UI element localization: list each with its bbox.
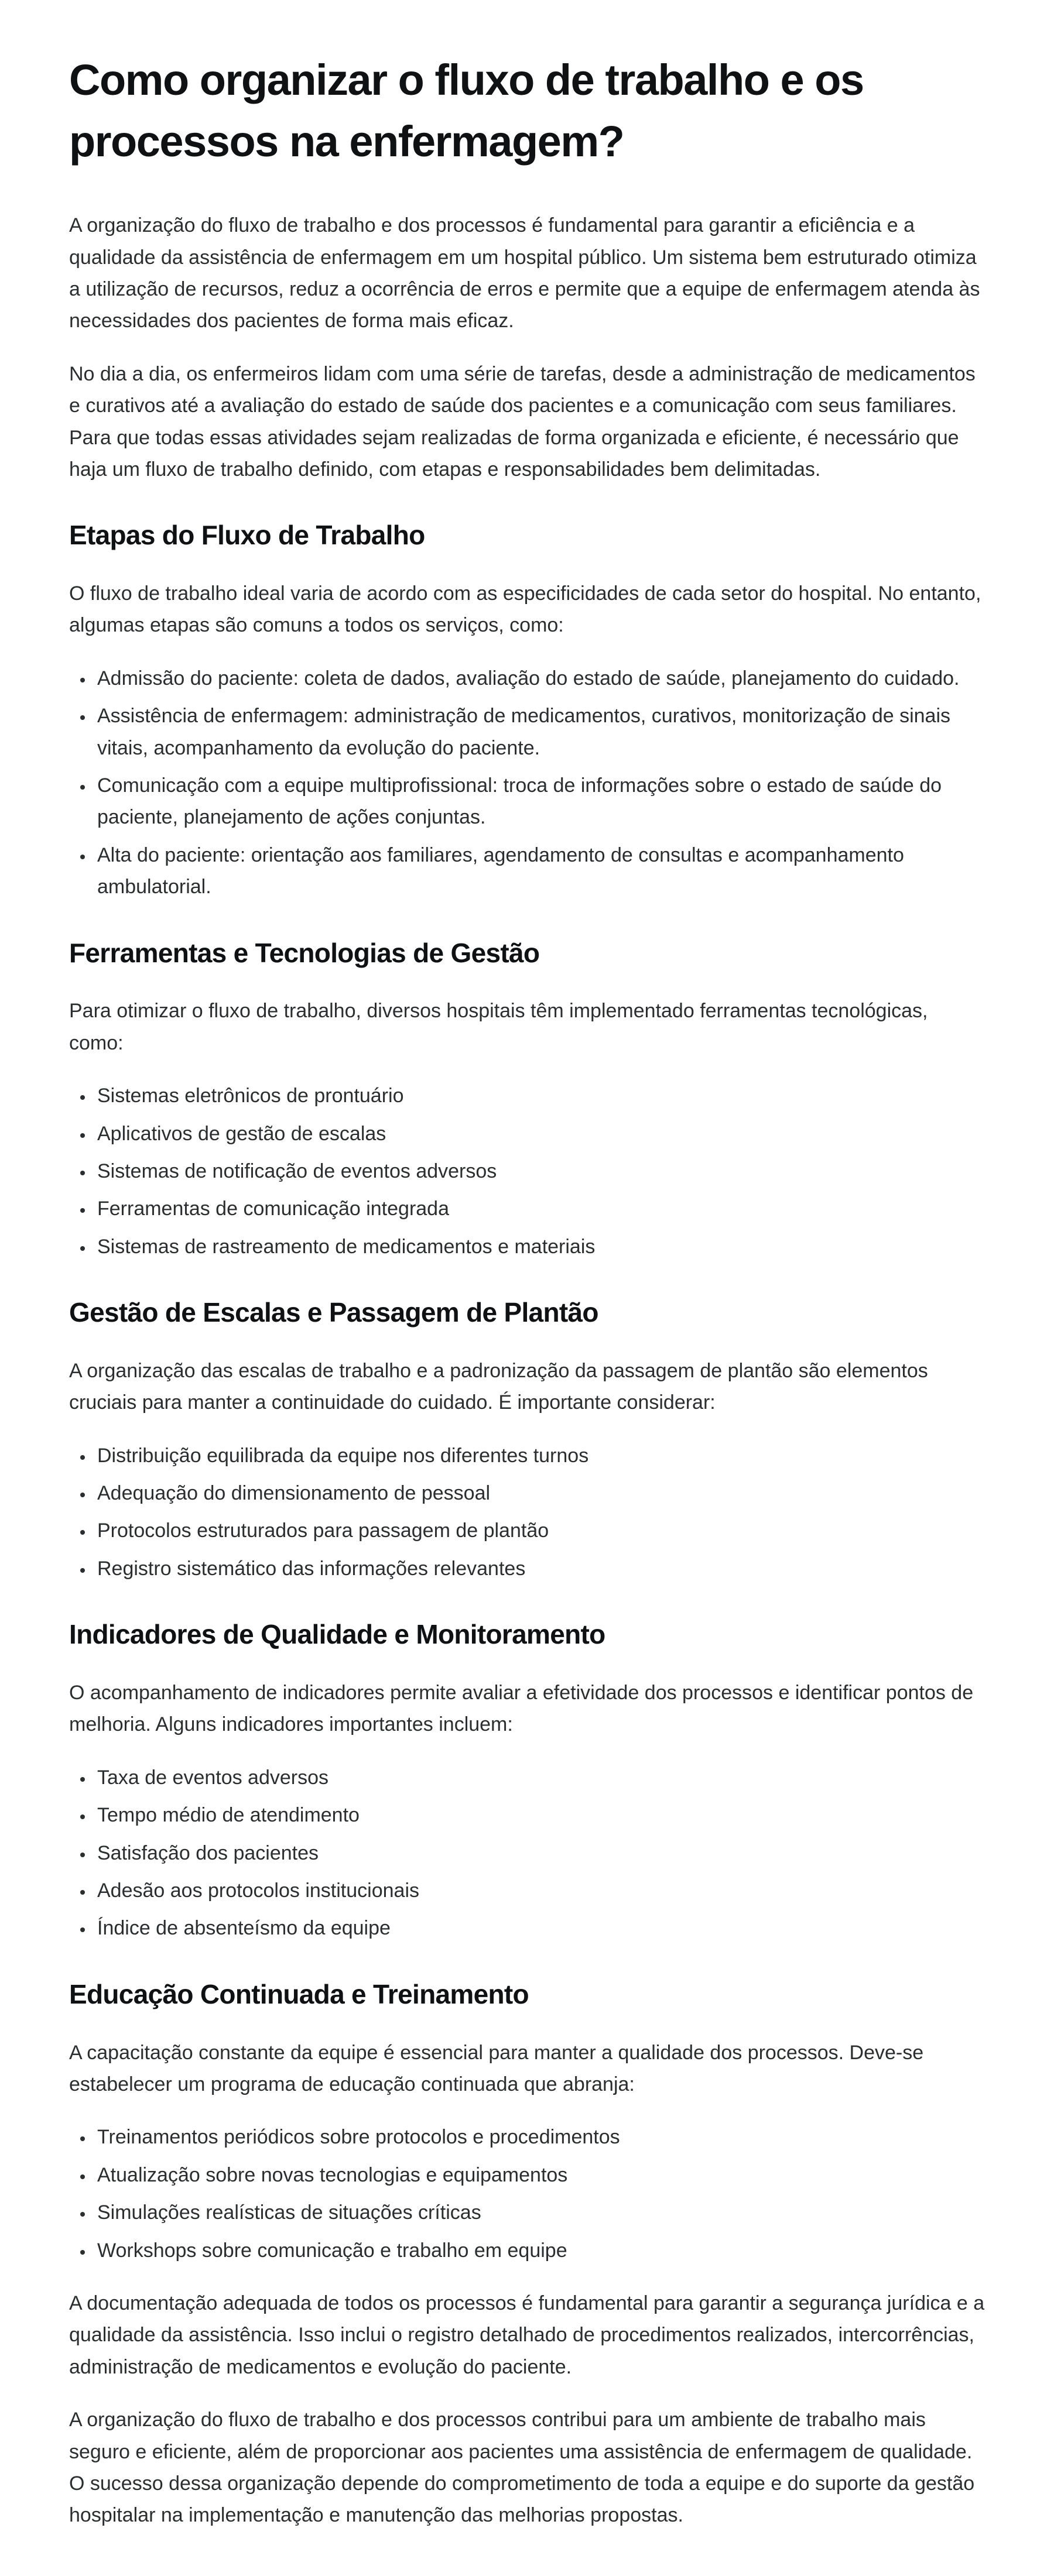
list-item: • Treinamentos periódicos sobre protocolos e procedimentos bbox=[94, 2121, 985, 2153]
section-heading-indicadores-qualidade: Indicadores de Qualidade e Monitoramento bbox=[69, 1619, 605, 1650]
bullet-list bbox=[69, 663, 985, 903]
section-intro: Para otimizar o fluxo de trabalho, diversos hospitais têm implementado ferramentas tecnológicas, como: bbox=[69, 1000, 928, 1054]
list-item: • Atualização sobre novas tecnologias e equipamentos bbox=[94, 2159, 985, 2191]
section-intro: A capacitação constante da equipe é essencial para manter a qualidade dos processos. Deve-se estabelecer um programa de educação continuada que abranja: bbox=[69, 2041, 924, 2095]
intro-paragraph: A organização do fluxo de trabalho e dos processos é fundamental para garantir a eficiência e a qualidade da assistência de enfermagem em um hospital público. Um sistema bem estruturado otimiza a utilização de recursos, reduz a ocorrência de erros e permite que a equipe de enfermagem atenda às necessidades dos pacientes de forma mais eficaz. bbox=[69, 214, 980, 332]
list-item: • Workshops sobre comunicação e trabalho em equipe bbox=[94, 2235, 985, 2266]
section-heading-gestao-escalas: Gestão de Escalas e Passagem de Plantão bbox=[69, 1297, 598, 1328]
intro-paragraph: No dia a dia, os enfermeiros lidam com uma série de tarefas, desde a administração de medicamentos e curativos até a avaliação do estado de saúde dos pacientes e a comunicação com seus familiares. Para que todas essas atividades sejam realizadas de forma organizada e eficiente, é necessário que haja um fluxo de trabalho definido, com etapas e responsabilidades bem delimitadas. bbox=[69, 362, 976, 481]
list-item: • Taxa de eventos adversos bbox=[94, 1762, 985, 1793]
list-item: • Adequação do dimensionamento de pessoal bbox=[94, 1477, 985, 1509]
section-heading-etapas-do-fluxo: Etapas do Fluxo de Trabalho bbox=[69, 520, 425, 551]
list-item: • Índice de absenteísmo da equipe bbox=[94, 1912, 985, 1944]
list-item: • Aplicativos de gestão de escalas bbox=[94, 1118, 985, 1150]
list-item: • Alta do paciente: orientação aos familiares, agendamento de consultas e acompanhamento ambulatorial. bbox=[94, 839, 985, 903]
list-item: • Simulações realísticas de situações críticas bbox=[94, 2197, 985, 2228]
list-item: • Assistência de enfermagem: administração de medicamentos, curativos, monitorização de sinais vitais, acompanhamento da evolução do paciente. bbox=[94, 700, 985, 764]
list-item: • Sistemas de rastreamento de medicamentos e materiais bbox=[94, 1231, 985, 1263]
section-intro: O acompanhamento de indicadores permite avaliar a efetividade dos processos e identificar pontos de melhoria. Alguns indicadores importantes incluem: bbox=[69, 1682, 974, 1736]
list-item: • Tempo médio de atendimento bbox=[94, 1799, 985, 1831]
list-item: • Sistemas de notificação de eventos adversos bbox=[94, 1155, 985, 1187]
closing-paragraph: A documentação adequada de todos os processos é fundamental para garantir a segurança jurídica e a qualidade da assistência. Isso inclui o registro detalhado de procedimentos realizados, intercorrências, administração de medicamentos e evolução do paciente. bbox=[69, 2292, 985, 2378]
list-item: • Admissão do paciente: coleta de dados, avaliação do estado de saúde, planejamento do cuidado. bbox=[94, 663, 985, 694]
list-item: • Ferramentas de comunicação integrada bbox=[94, 1193, 985, 1224]
bullet-list bbox=[69, 1762, 985, 1944]
list-item: • Satisfação dos pacientes bbox=[94, 1837, 985, 1869]
bullet-list bbox=[69, 1440, 985, 1585]
closing-paragraph: A organização do fluxo de trabalho e dos processos contribui para um ambiente de trabalho mais seguro e eficiente, além de proporcionar aos pacientes uma assistência de enfermagem de qualidade. O sucesso dessa organização depende do comprometimento de toda a equipe e do suporte da gestão hospitalar na implementação e manutenção das melhorias propostas. bbox=[69, 2409, 975, 2527]
section-heading-educacao-continuada: Educação Continuada e Treinamento bbox=[69, 1978, 529, 2009]
bullet-list bbox=[69, 2121, 985, 2266]
list-item: • Comunicação com a equipe multiprofissional: troca de informações sobre o estado de saúde do paciente, planejamento de ações conjuntas. bbox=[94, 770, 985, 833]
list-item: • Sistemas eletrônicos de prontuário bbox=[94, 1080, 985, 1112]
list-item: • Adesão aos protocolos institucionais bbox=[94, 1875, 985, 1906]
page-title: Como organizar o fluxo de trabalho e os processos na enfermagem? bbox=[69, 56, 864, 166]
list-item: • Distribuição equilibrada da equipe nos diferentes turnos bbox=[94, 1440, 985, 1471]
section-intro: A organização das escalas de trabalho e a padronização da passagem de plantão são elementos cruciais para manter a continuidade do cuidado. É importante considerar: bbox=[69, 1359, 928, 1414]
list-item: • Protocolos estruturados para passagem de plantão bbox=[94, 1515, 985, 1546]
section-heading-ferramentas-tecnologias: Ferramentas e Tecnologias de Gestão bbox=[69, 937, 540, 968]
section-intro: O fluxo de trabalho ideal varia de acordo com as especificidades de cada setor do hospital. No entanto, algumas etapas são comuns a todos os serviços, como: bbox=[69, 582, 981, 637]
list-item: • Registro sistemático das informações relevantes bbox=[94, 1553, 985, 1584]
bullet-list bbox=[69, 1080, 985, 1263]
